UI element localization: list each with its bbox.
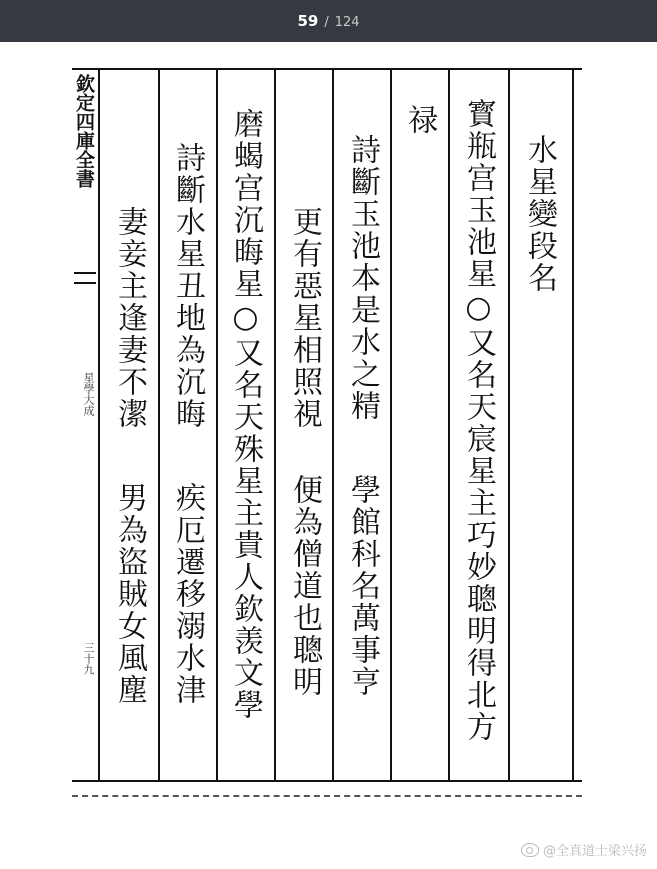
- watermark-text: @全真道士梁兴扬: [542, 844, 647, 859]
- weibo-watermark: [521, 840, 647, 859]
- text-column-1: 水星變段名: [522, 134, 557, 294]
- column-divider: [158, 68, 160, 782]
- column-divider: [508, 68, 510, 782]
- text-column-5b: 便為僧道也聰明: [287, 474, 322, 698]
- page-indicator: [297, 12, 359, 30]
- column-divider: [98, 68, 100, 782]
- page-separator: /: [324, 15, 329, 30]
- pdf-toolbar: [0, 0, 657, 42]
- current-page-number[interactable]: 59: [297, 12, 319, 30]
- weibo-icon: [521, 843, 539, 857]
- margin-header-title: 欽定四庫全書: [73, 74, 95, 188]
- text-column-8a: 妻妾主逢妻不潔: [112, 206, 147, 430]
- text-column-6: 磨蝎宫沉晦星○又名天殊星主貴人欽羡文學: [228, 108, 263, 721]
- text-column-8b: 男為盜賊女風塵: [112, 482, 147, 706]
- text-column-3: 禄: [402, 104, 437, 136]
- margin-fishtail-mark: [74, 282, 96, 284]
- page-top-border: [72, 68, 582, 70]
- text-column-5a: 更有惡星相照視: [287, 206, 322, 430]
- total-page-count: 124: [334, 15, 360, 30]
- page-bottom-edge: [72, 787, 582, 797]
- text-column-4a: 詩斷玉池本是水之精: [345, 134, 380, 422]
- margin-book-title: 星學大成: [82, 372, 95, 416]
- margin-page-number: 三十九: [82, 642, 95, 675]
- text-column-7b: 疾厄遷移溺水津: [170, 482, 205, 706]
- text-column-4b: 學館科名萬事亨: [345, 474, 380, 698]
- text-column-2: 寳瓶宫玉池星○又名天宸星主巧妙聰明得北方: [461, 98, 496, 743]
- column-divider: [332, 68, 334, 782]
- column-divider: [572, 68, 574, 782]
- text-column-7a: 詩斷水星丑地為沉晦: [170, 142, 205, 430]
- scanned-book-page: [0, 42, 657, 869]
- column-divider: [390, 68, 392, 782]
- margin-fishtail-mark: [74, 272, 96, 274]
- column-divider: [216, 68, 218, 782]
- column-divider: [274, 68, 276, 782]
- column-divider: [448, 68, 450, 782]
- page-bottom-border: [72, 780, 582, 782]
